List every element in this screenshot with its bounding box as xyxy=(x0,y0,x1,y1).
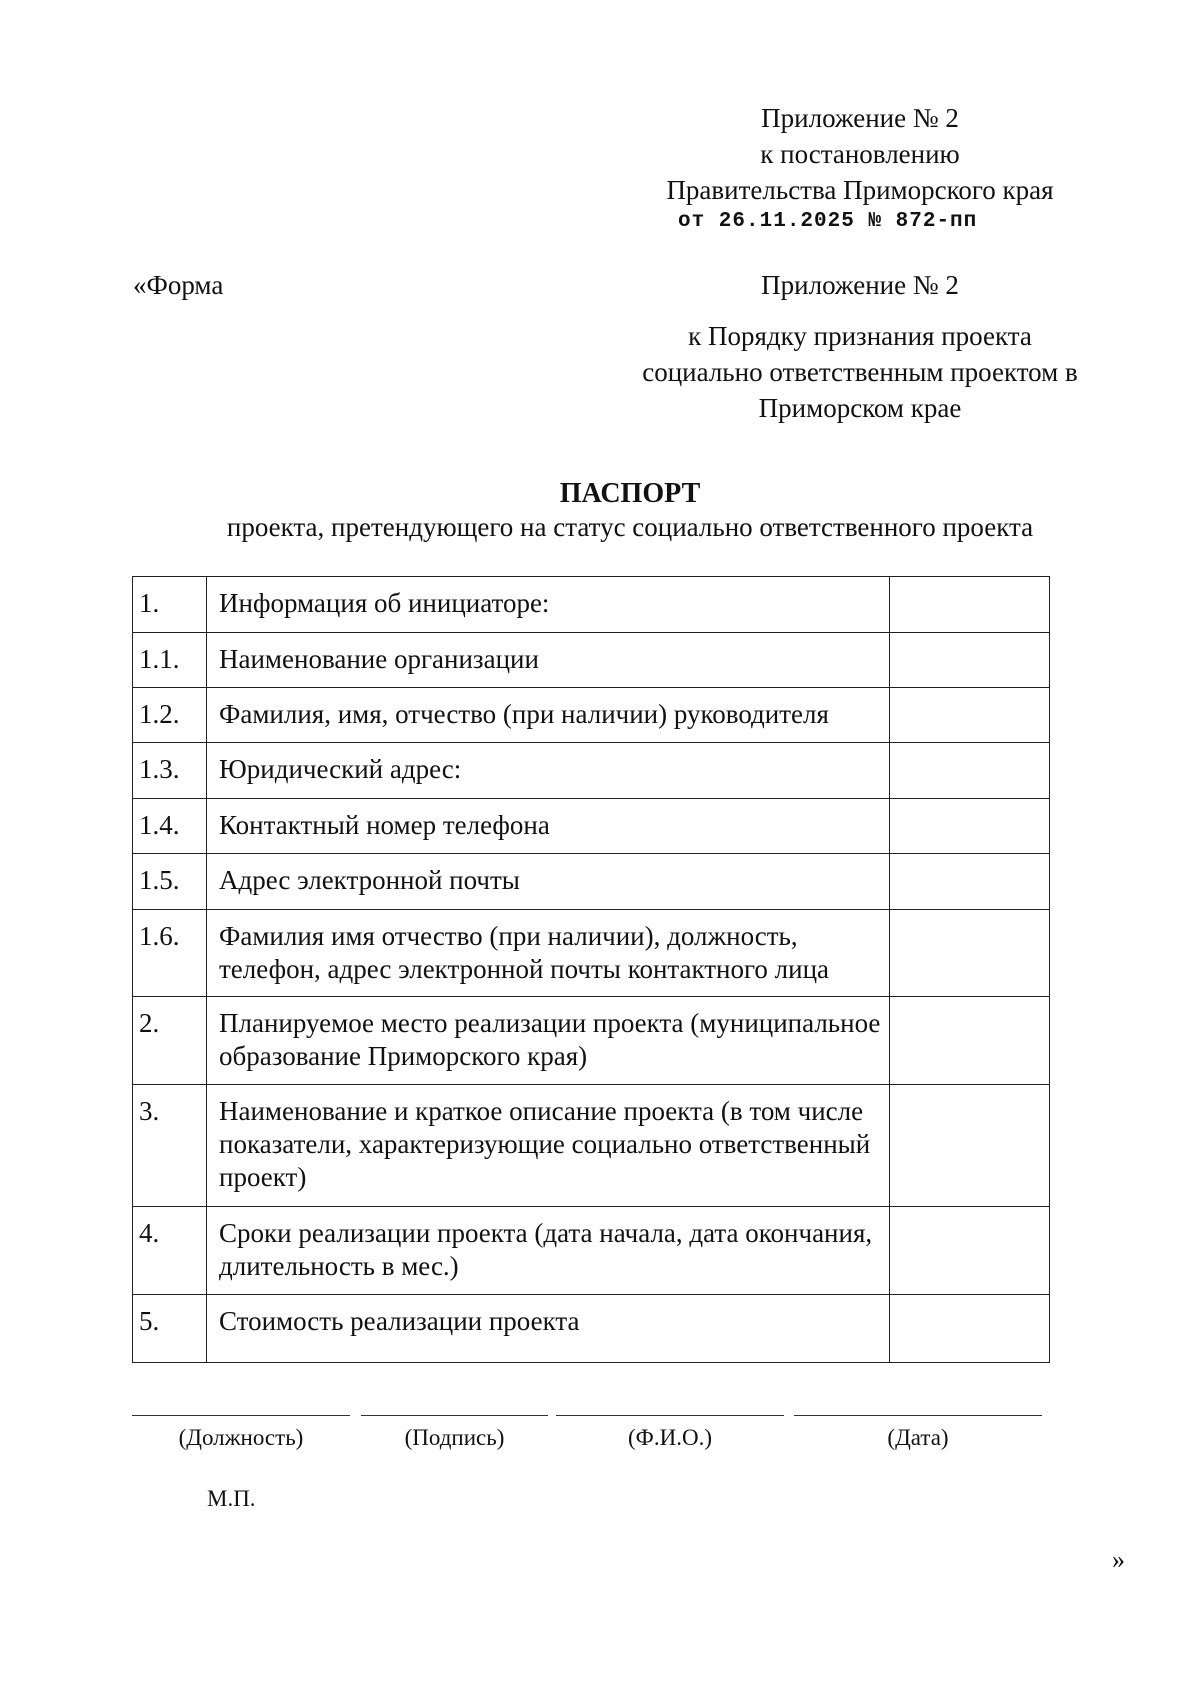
date-signature-line[interactable] xyxy=(794,1415,1042,1416)
seal-placeholder: М.П. xyxy=(207,1486,256,1511)
row-number: 1.4. xyxy=(133,799,207,854)
table-row xyxy=(133,910,1050,997)
sign-signature-line[interactable] xyxy=(361,1415,548,1416)
row-label: Информация об инициаторе: xyxy=(207,577,890,633)
row-label: Сроки реализации проекта (дата начала, дата окончания, длительность в мес.) xyxy=(207,1207,890,1295)
table-row xyxy=(133,799,1050,854)
row-value-cell[interactable] xyxy=(890,577,1050,633)
date-number-stamp: от 26.11.2025 № 872-пп xyxy=(678,210,978,233)
row-value-cell[interactable] xyxy=(890,633,1050,688)
row-value-cell[interactable] xyxy=(890,1207,1050,1295)
row-label: Фамилия, имя, отчество (при наличии) руководителя xyxy=(207,688,890,743)
order-annex-line: социально ответственным проектом в xyxy=(642,357,1078,387)
table-row xyxy=(133,1085,1050,1207)
row-number: 1.5. xyxy=(133,854,207,910)
row-value-cell[interactable] xyxy=(890,997,1050,1085)
row-value-cell[interactable] xyxy=(890,688,1050,743)
row-label: Стоимость реализации проекта xyxy=(207,1295,890,1363)
closing-quote: » xyxy=(1112,1545,1125,1574)
row-value-cell[interactable] xyxy=(890,910,1050,997)
row-number: 1.1. xyxy=(133,633,207,688)
position-caption: (Должность) xyxy=(178,1425,304,1450)
table-row xyxy=(133,1207,1050,1295)
date-caption: (Дата) xyxy=(887,1425,949,1450)
row-label: Наименование и краткое описание проекта (в том числе показатели, характеризующие социально ответственный проект) xyxy=(207,1085,890,1207)
table-row xyxy=(133,1295,1050,1363)
table-row xyxy=(133,743,1050,799)
table-row xyxy=(133,577,1050,633)
table-row xyxy=(133,854,1050,910)
name-signature-line[interactable] xyxy=(556,1415,784,1416)
passport-table xyxy=(132,576,1050,1363)
position-signature-line[interactable] xyxy=(132,1415,350,1416)
annex-header xyxy=(660,100,1060,208)
row-number: 3. xyxy=(133,1085,207,1207)
row-number: 1.6. xyxy=(133,910,207,997)
row-value-cell[interactable] xyxy=(890,854,1050,910)
table-row xyxy=(133,997,1050,1085)
row-value-cell[interactable] xyxy=(890,1085,1050,1207)
row-label: Наименование организации xyxy=(207,633,890,688)
sign-caption: (Подпись) xyxy=(404,1425,505,1450)
annex-line-government: Правительства Приморского края xyxy=(666,175,1054,205)
order-annex-line: Приморском крае xyxy=(758,393,962,423)
document-title: ПАСПОРТ xyxy=(559,478,701,509)
document-subtitle: проекта, претендующего на статус социально ответственного проекта xyxy=(226,512,1034,542)
row-label: Юридический адрес: xyxy=(207,743,890,799)
row-number: 4. xyxy=(133,1207,207,1295)
row-number: 1.2. xyxy=(133,688,207,743)
row-value-cell[interactable] xyxy=(890,1295,1050,1363)
row-number: 1.3. xyxy=(133,743,207,799)
order-annex-title: Приложение № 2 xyxy=(761,270,959,300)
row-label: Адрес электронной почты xyxy=(207,854,890,910)
row-value-cell[interactable] xyxy=(890,743,1050,799)
table-row xyxy=(133,633,1050,688)
name-caption: (Ф.И.О.) xyxy=(628,1425,712,1450)
row-number: 2. xyxy=(133,997,207,1085)
table-row xyxy=(133,688,1050,743)
row-number: 1. xyxy=(133,577,207,633)
form-label: «Форма xyxy=(133,270,224,300)
row-number: 5. xyxy=(133,1295,207,1363)
row-value-cell[interactable] xyxy=(890,799,1050,854)
annex-title: Приложение № 2 xyxy=(761,103,959,133)
order-annex-line: к Порядку признания проекта xyxy=(688,321,1032,351)
row-label: Контактный номер телефона xyxy=(207,799,890,854)
annex-line-resolution: к постановлению xyxy=(760,139,960,169)
row-label: Фамилия имя отчество (при наличии), должность, телефон, адрес электронной почты контактного лица xyxy=(207,910,890,997)
order-annex-text xyxy=(620,318,1100,426)
row-label: Планируемое место реализации проекта (муниципальное образование Приморского края) xyxy=(207,997,890,1085)
